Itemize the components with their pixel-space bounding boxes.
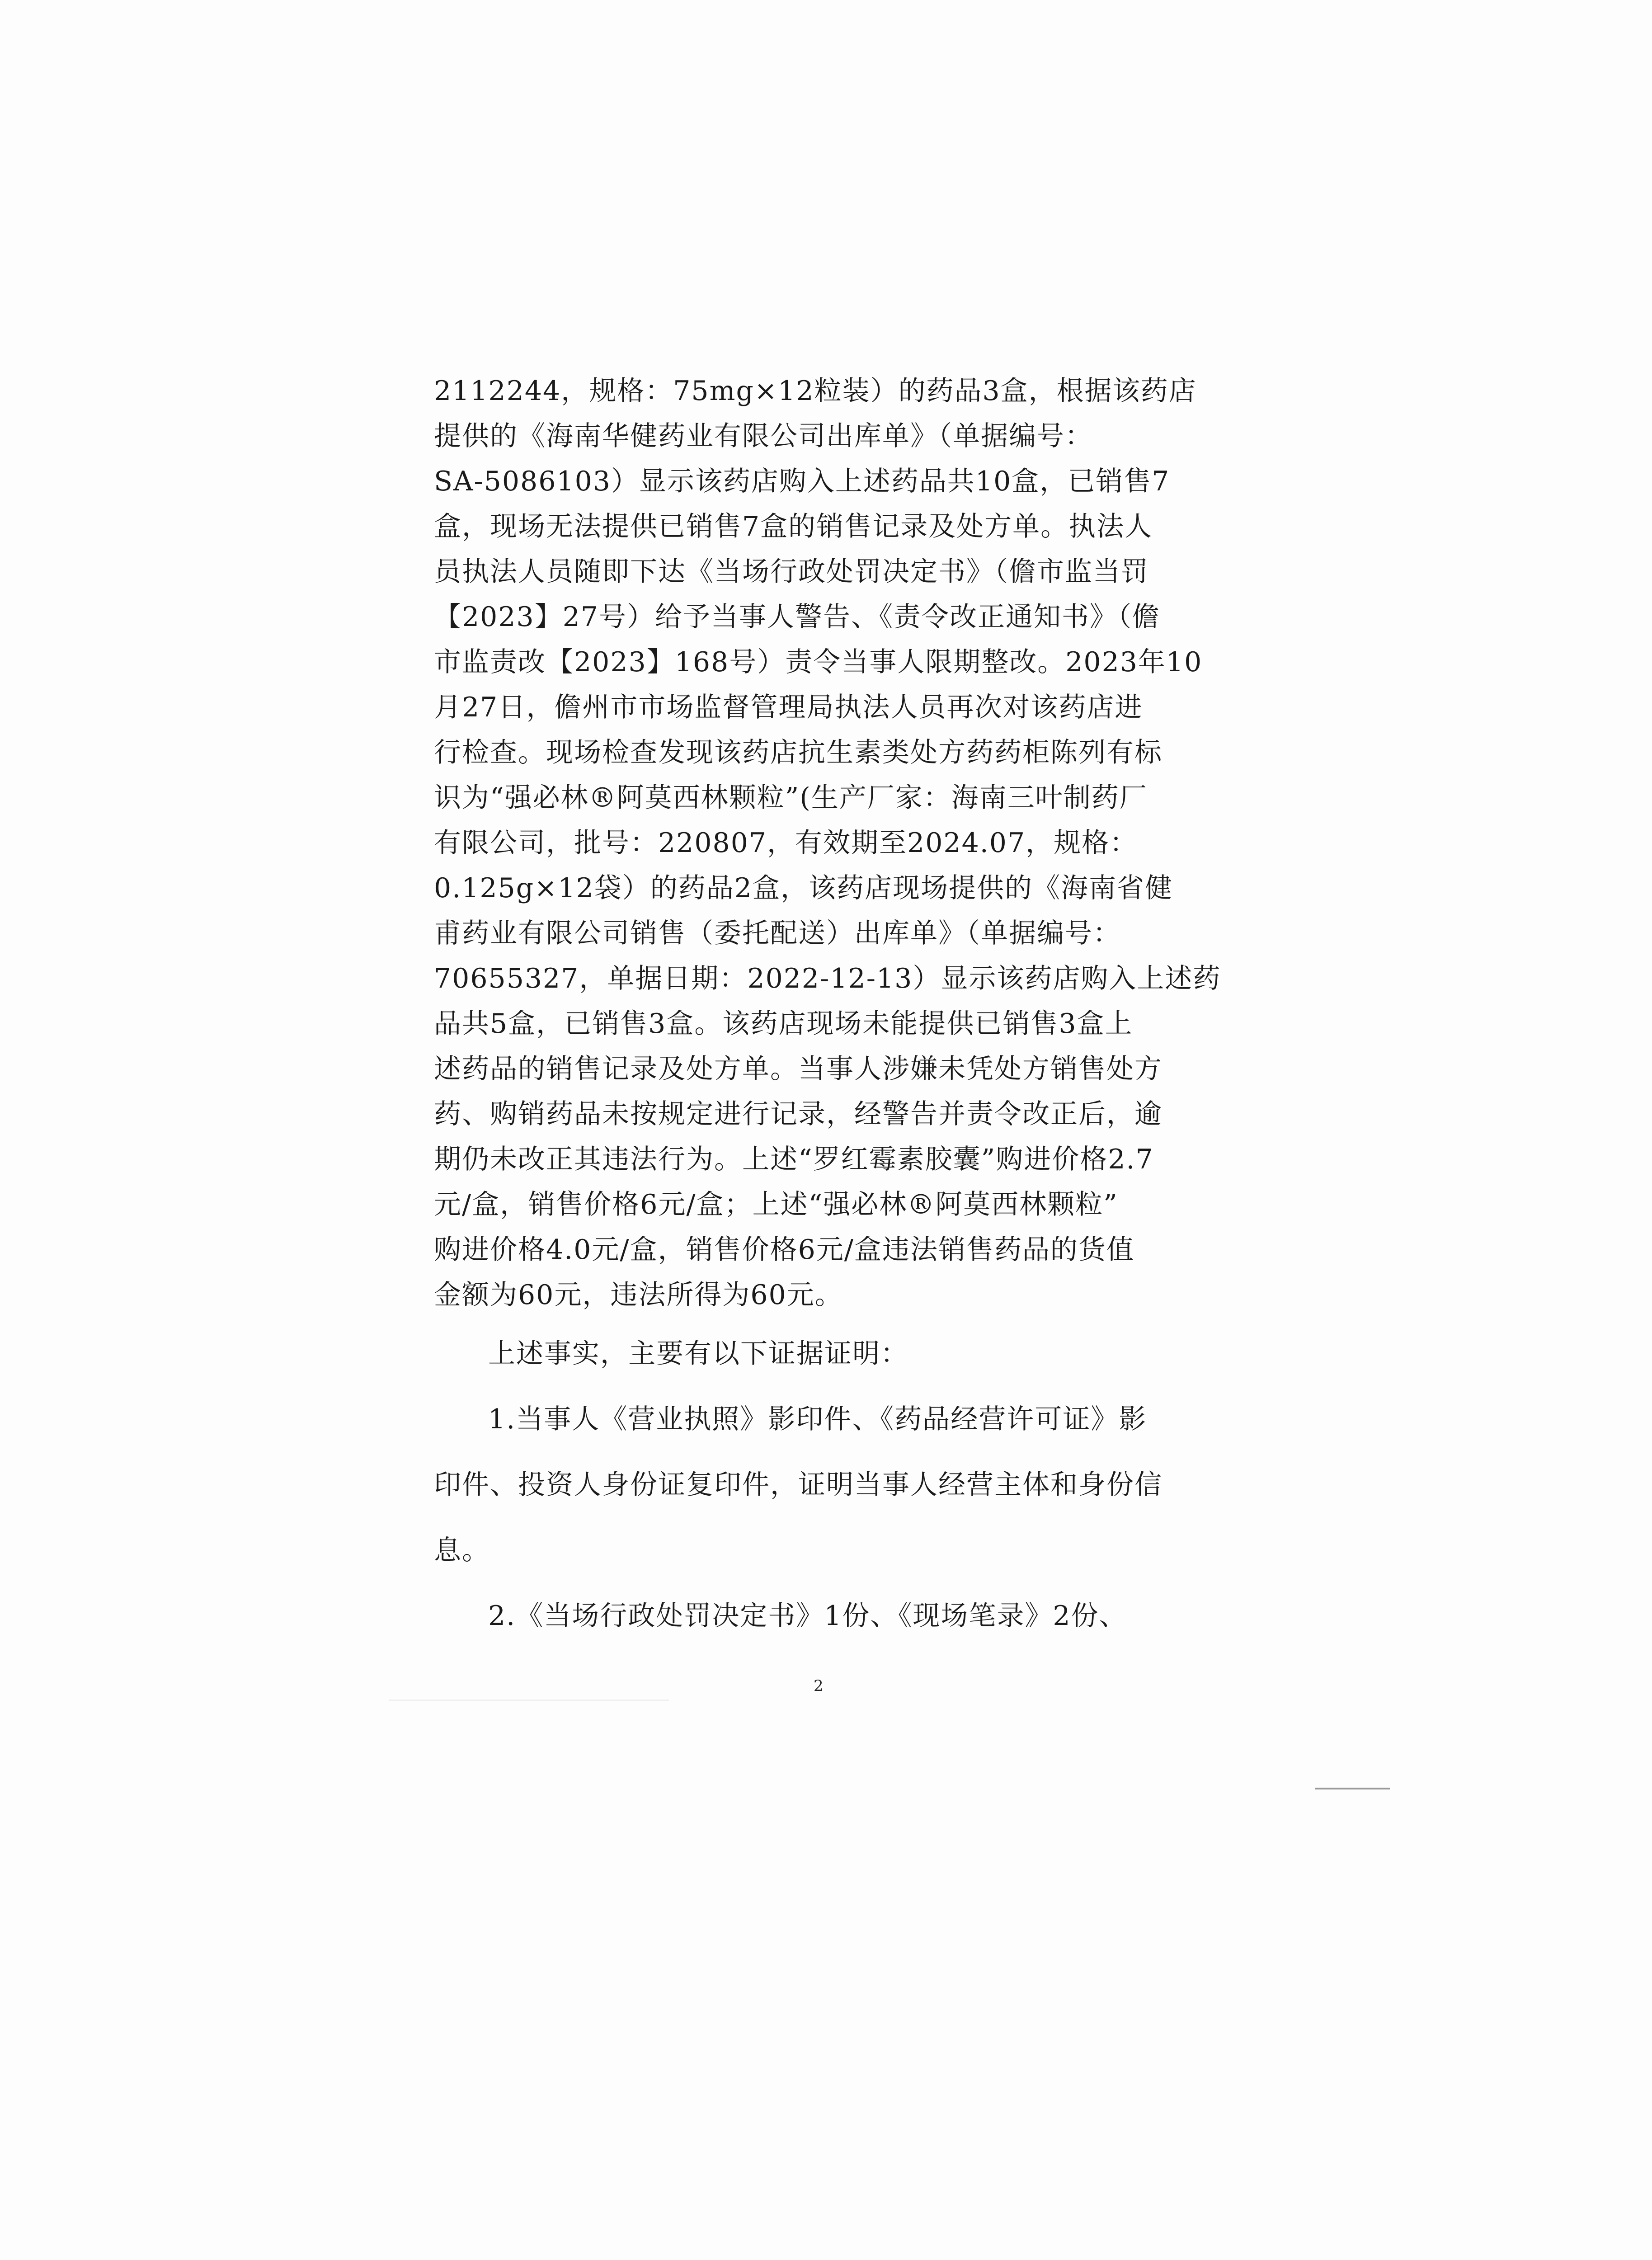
body-line: 70655327，单据日期：2022-12-13）显示该药店购入上述药 [434, 963, 1221, 994]
evidence-item-1 [434, 1397, 1229, 1573]
evidence-intro: 上述事实，主要有以下证据证明： [488, 1338, 908, 1370]
body-line: 员执法人员随即下达《当场行政处罚决定书》（儋市监当罚 [434, 556, 1149, 588]
body-line: 药、购销药品未按规定进行记录，经警告并责令改正后，逾 [434, 1098, 1163, 1130]
evidence-line: 2.《当场行政处罚决定书》1份、《现场笔录》2份、 [488, 1600, 1127, 1632]
body-line: 行检查。现场检查发现该药店抗生素类处方药药柜陈列有标 [434, 737, 1163, 768]
body-line: 月27日，儋州市市场监督管理局执法人员再次对该药店进 [434, 692, 1143, 723]
body-line: 述药品的销售记录及处方单。当事人涉嫌未凭处方销售处方 [434, 1053, 1163, 1085]
body-line: 购进价格4.0元/盒，销售价格6元/盒违法销售药品的货值 [434, 1234, 1135, 1266]
body-line: 金额为60元，违法所得为60元。 [434, 1279, 843, 1311]
body-line: 盒，现场无法提供已销售7盒的销售记录及处方单。执法人 [434, 511, 1153, 542]
page-number: 2 [814, 1677, 824, 1695]
body-line: 提供的《海南华健药业有限公司出库单》（单据编号： [434, 420, 1093, 452]
scan-artifact [389, 1700, 669, 1701]
body-line: 【2023】27号）给予当事人警告、《责令改正通知书》（儋 [434, 601, 1161, 633]
body-line: 市监责改【2023】168号）责令当事人限期整改。2023年10 [434, 646, 1203, 678]
scan-artifact [1315, 1788, 1390, 1789]
document-body [434, 368, 1229, 1638]
evidence-item-2 [434, 1593, 1229, 1638]
body-line: 0.125g×12袋）的药品2盒，该药店现场提供的《海南省健 [434, 872, 1173, 904]
body-line: 品共5盒，已销售3盒。该药店现场未能提供已销售3盒上 [434, 1008, 1133, 1040]
body-line: 有限公司，批号：220807，有效期至2024.07，规格： [434, 827, 1138, 859]
evidence-line: 1.当事人《营业执照》影印件、《药品经营许可证》影 [488, 1403, 1147, 1435]
evidence-line: 息。 [434, 1535, 490, 1566]
body-line: SA-5086103）显示该药店购入上述药品共10盒，已销售7 [434, 466, 1170, 497]
body-line: 期仍未改正其违法行为。上述“罗红霉素胶囊”购进价格2.7 [434, 1144, 1154, 1175]
body-line: 元/盒，销售价格6元/盒；上述“强必林®阿莫西林颗粒” [434, 1189, 1118, 1220]
body-line: 2112244，规格：75mg×12粒装）的药品3盒，根据该药店 [434, 375, 1197, 407]
body-line: 识为“强必林®阿莫西林颗粒”(生产厂家：海南三叶制药厂 [434, 782, 1148, 814]
body-line: 甫药业有限公司销售（委托配送）出库单》（单据编号： [434, 918, 1121, 949]
evidence-line: 印件、投资人身份证复印件，证明当事人经营主体和身份信 [434, 1469, 1163, 1501]
